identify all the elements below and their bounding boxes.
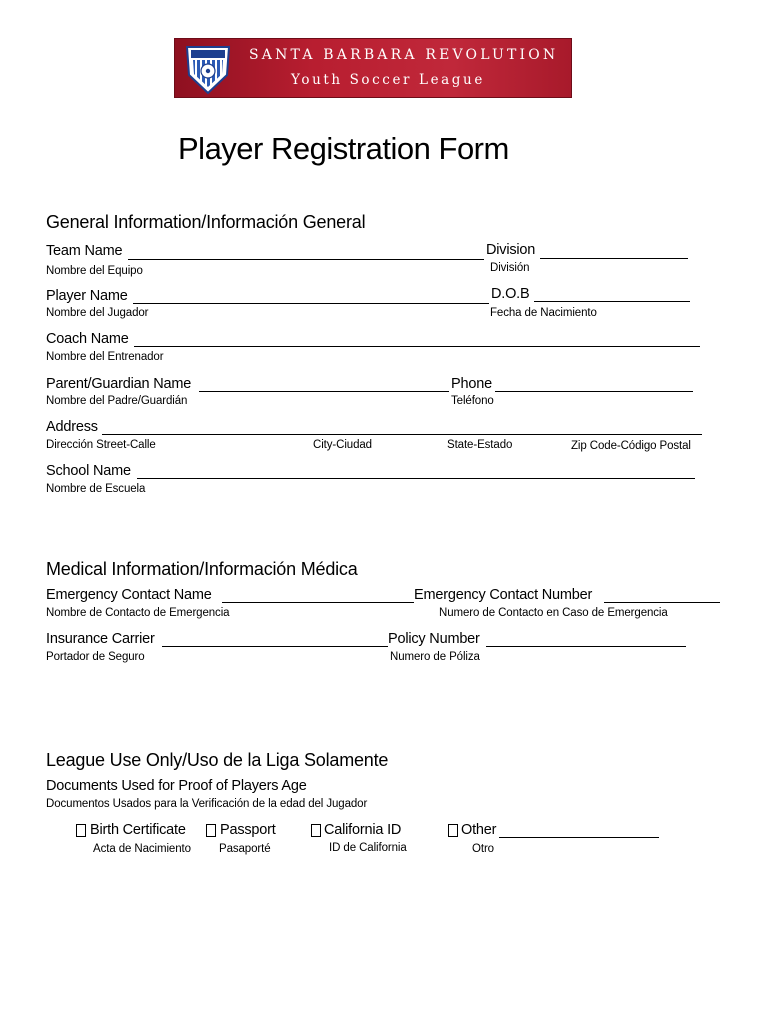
- insurance-label: Insurance Carrier: [46, 631, 155, 647]
- page-title: Player Registration Form: [178, 131, 509, 166]
- coach-name-label: Coach Name: [46, 331, 129, 347]
- other-field[interactable]: [499, 837, 659, 838]
- passport-sublabel: Pasaporté: [219, 843, 271, 855]
- division-label: Division: [486, 242, 536, 258]
- insurance-field[interactable]: [162, 646, 388, 647]
- team-name-sublabel: Nombre del Equipo: [46, 265, 143, 277]
- california-id-label: California ID: [324, 822, 402, 838]
- dob-field[interactable]: [534, 301, 690, 302]
- coach-name-sublabel: Nombre del Entrenador: [46, 351, 164, 363]
- player-name-label: Player Name: [46, 288, 128, 304]
- other-sublabel: Otro: [472, 843, 494, 855]
- policy-field[interactable]: [486, 646, 686, 647]
- emergency-number-sublabel: Numero de Contacto en Caso de Emergencia: [439, 607, 668, 619]
- zip-sublabel: Zip Code-Código Postal: [571, 440, 691, 452]
- birth-certificate-label: Birth Certificate: [90, 822, 186, 838]
- documents-sublabel: Documentos Usados para la Verificación de la edad del Jugador: [46, 798, 368, 810]
- general-section-heading: General Information/Información General: [46, 212, 366, 232]
- phone-label: Phone: [451, 376, 492, 392]
- dob-sublabel: Fecha de Nacimiento: [490, 307, 597, 319]
- school-name-field[interactable]: [137, 478, 695, 479]
- california-id-checkbox[interactable]: [311, 824, 321, 837]
- address-field[interactable]: [102, 434, 702, 435]
- passport-checkbox[interactable]: [206, 824, 216, 837]
- league-section-heading: League Use Only/Uso de la Liga Solamente: [46, 750, 389, 770]
- policy-label: Policy Number: [388, 631, 480, 647]
- division-sublabel: División: [490, 262, 530, 274]
- other-checkbox[interactable]: [448, 824, 458, 837]
- player-name-field[interactable]: [133, 303, 489, 304]
- medical-section-heading: Medical Information/Información Médica: [46, 559, 358, 579]
- california-id-sublabel: ID de California: [329, 842, 407, 854]
- parent-name-label: Parent/Guardian Name: [46, 376, 192, 392]
- emergency-number-field[interactable]: [604, 602, 720, 603]
- passport-label: Passport: [220, 822, 276, 838]
- policy-sublabel: Numero de Póliza: [390, 651, 480, 663]
- street-sublabel: Dirección Street-Calle: [46, 439, 156, 451]
- birth-certificate-checkbox[interactable]: [76, 824, 86, 837]
- division-field[interactable]: [540, 258, 688, 259]
- insurance-sublabel: Portador de Seguro: [46, 651, 145, 663]
- emergency-number-label: Emergency Contact Number: [414, 587, 593, 603]
- shield-logo-icon: [181, 41, 235, 95]
- dob-label: D.O.B: [491, 286, 530, 302]
- logo-subtitle: Youth Soccer League: [291, 72, 485, 88]
- player-name-sublabel: Nombre del Jugador: [46, 307, 149, 319]
- school-name-label: School Name: [46, 463, 131, 479]
- logo-title: SANTA BARBARA REVOLUTION: [249, 47, 559, 63]
- league-logo-banner: [174, 38, 572, 98]
- emergency-name-label: Emergency Contact Name: [46, 587, 212, 603]
- documents-label: Documents Used for Proof of Players Age: [46, 778, 307, 794]
- city-sublabel: City-Ciudad: [313, 439, 372, 451]
- team-name-field[interactable]: [128, 259, 484, 260]
- coach-name-field[interactable]: [134, 346, 700, 347]
- state-sublabel: State-Estado: [447, 439, 513, 451]
- parent-name-sublabel: Nombre del Padre/Guardián: [46, 395, 188, 407]
- emergency-name-sublabel: Nombre de Contacto de Emergencia: [46, 607, 230, 619]
- phone-sublabel: Teléfono: [451, 395, 494, 407]
- address-label: Address: [46, 419, 98, 435]
- birth-certificate-sublabel: Acta de Nacimiento: [93, 843, 191, 855]
- other-label: Other: [461, 822, 497, 838]
- team-name-label: Team Name: [46, 243, 123, 259]
- school-name-sublabel: Nombre de Escuela: [46, 483, 146, 495]
- parent-name-field[interactable]: [199, 391, 449, 392]
- phone-field[interactable]: [495, 391, 693, 392]
- emergency-name-field[interactable]: [222, 602, 414, 603]
